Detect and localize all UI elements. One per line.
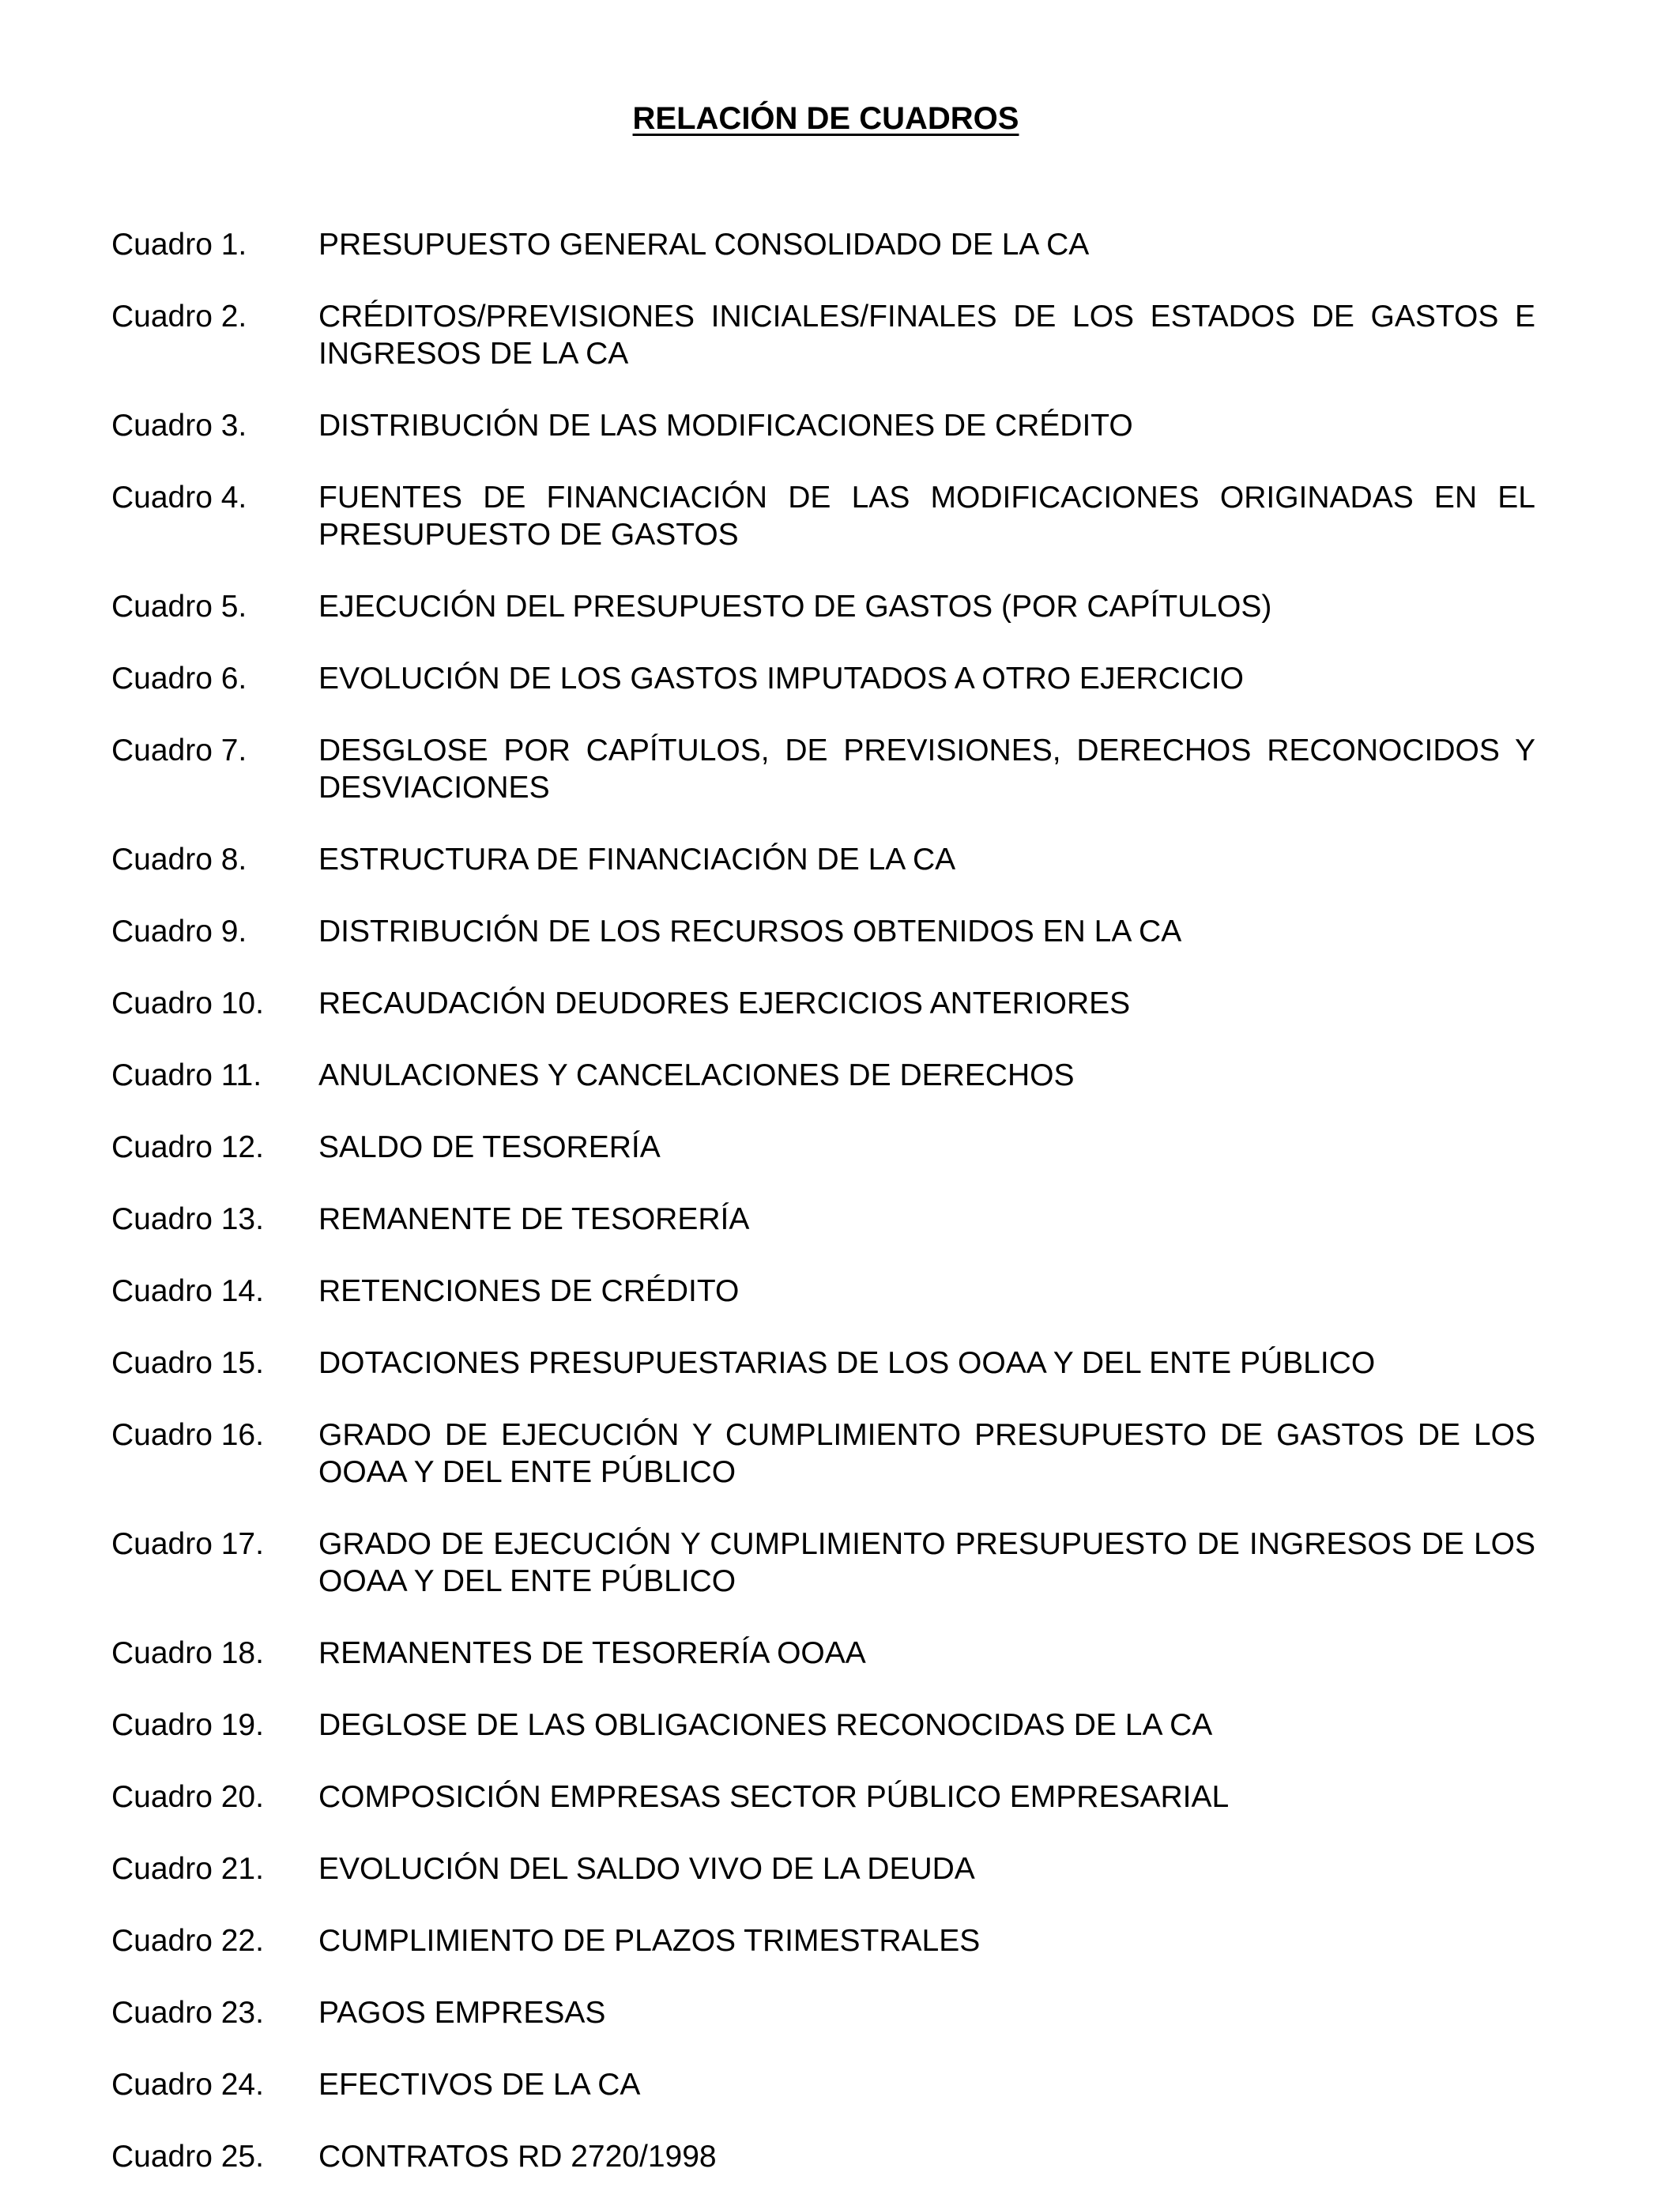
list-item xyxy=(111,407,1535,444)
list-item xyxy=(111,1201,1535,1238)
item-label: Cuadro 8. xyxy=(111,843,247,877)
list-item xyxy=(111,732,1535,806)
item-text: REMANENTES DE TESORERÍA OOAA xyxy=(318,1636,866,1670)
item-text: EVOLUCIÓN DE LOS GASTOS IMPUTADOS A OTRO EJERCICIO xyxy=(318,662,1244,696)
item-label: Cuadro 15. xyxy=(111,1346,264,1380)
list-item xyxy=(111,1778,1535,1816)
item-text: EFECTIVOS DE LA CA xyxy=(318,2068,641,2102)
list-item xyxy=(111,1922,1535,1959)
item-text: RECAUDACIÓN DEUDORES EJERCICIOS ANTERIORES xyxy=(318,986,1131,1020)
item-text: ESTRUCTURA DE FINANCIACIÓN DE LA CA xyxy=(318,843,956,877)
item-text: DISTRIBUCIÓN DE LAS MODIFICACIONES DE CRÉDITO xyxy=(318,409,1133,443)
item-label: Cuadro 5. xyxy=(111,590,247,624)
item-label: Cuadro 22. xyxy=(111,1924,264,1958)
item-text: EJECUCIÓN DEL PRESUPUESTO DE GASTOS (POR CAPÍTULOS) xyxy=(318,590,1272,624)
item-text: PRESUPUESTO GENERAL CONSOLIDADO DE LA CA xyxy=(318,228,1090,262)
item-text: GRADO DE EJECUCIÓN Y CUMPLIMIENTO PRESUPUESTO DE INGRESOS DE LOS OOAA Y DEL ENTE PÚBLICO xyxy=(318,1527,1535,1598)
list-item xyxy=(111,1707,1535,1744)
cuadros-list xyxy=(111,226,1535,2210)
page-title: RELACIÓN DE CUADROS xyxy=(632,101,1019,136)
item-text: EVOLUCIÓN DEL SALDO VIVO DE LA DEUDA xyxy=(318,1852,975,1886)
item-label: Cuadro 3. xyxy=(111,409,247,443)
list-item xyxy=(111,841,1535,878)
item-label: Cuadro 23. xyxy=(111,1996,264,2030)
item-text: COMPOSICIÓN EMPRESAS SECTOR PÚBLICO EMPRESARIAL xyxy=(318,1780,1230,1814)
item-label: Cuadro 10. xyxy=(111,986,264,1020)
item-text: CRÉDITOS/PREVISIONES INICIALES/FINALES DE LOS ESTADOS DE GASTOS E INGRESOS DE LA CA xyxy=(318,300,1535,371)
item-label: Cuadro 24. xyxy=(111,2068,264,2102)
item-label: Cuadro 14. xyxy=(111,1274,264,1308)
list-item xyxy=(111,298,1535,372)
item-text: CONTRATOS RD 2720/1998 xyxy=(318,2140,717,2174)
list-item xyxy=(111,660,1535,697)
item-label: Cuadro 2. xyxy=(111,300,247,334)
list-item xyxy=(111,1344,1535,1382)
item-text: SALDO DE TESORERÍA xyxy=(318,1130,661,1164)
item-label: Cuadro 21. xyxy=(111,1852,264,1886)
item-text: CUMPLIMIENTO DE PLAZOS TRIMESTRALES xyxy=(318,1924,981,1958)
list-item xyxy=(111,1526,1535,1600)
item-text: DEGLOSE DE LAS OBLIGACIONES RECONOCIDAS DE LA CA xyxy=(318,1708,1213,1742)
item-label: Cuadro 13. xyxy=(111,1202,264,1236)
item-label: Cuadro 1. xyxy=(111,228,247,262)
item-text: PAGOS EMPRESAS xyxy=(318,1996,606,2030)
item-label: Cuadro 16. xyxy=(111,1418,264,1452)
list-item xyxy=(111,1057,1535,1094)
item-label: Cuadro 6. xyxy=(111,662,247,696)
list-item xyxy=(111,1416,1535,1491)
item-label: Cuadro 25. xyxy=(111,2140,264,2174)
list-item xyxy=(111,479,1535,553)
item-label: Cuadro 17. xyxy=(111,1527,264,1561)
item-label: Cuadro 18. xyxy=(111,1636,264,1670)
item-label: Cuadro 12. xyxy=(111,1130,264,1164)
item-label: Cuadro 19. xyxy=(111,1708,264,1742)
item-text: DOTACIONES PRESUPUESTARIAS DE LOS OOAA Y DEL ENTE PÚBLICO xyxy=(318,1346,1376,1380)
item-text: FUENTES DE FINANCIACIÓN DE LAS MODIFICACIONES ORIGINADAS EN EL PRESUPUESTO DE GASTOS xyxy=(318,481,1535,552)
item-label: Cuadro 9. xyxy=(111,915,247,948)
list-item xyxy=(111,1635,1535,1672)
item-text: DISTRIBUCIÓN DE LOS RECURSOS OBTENIDOS EN LA CA xyxy=(318,915,1182,948)
item-label: Cuadro 20. xyxy=(111,1780,264,1814)
item-label: Cuadro 11. xyxy=(111,1058,262,1092)
item-text: GRADO DE EJECUCIÓN Y CUMPLIMIENTO PRESUPUESTO DE GASTOS DE LOS OOAA Y DEL ENTE PÚBLICO xyxy=(318,1418,1535,1489)
list-item xyxy=(111,1850,1535,1888)
list-item xyxy=(111,1129,1535,1166)
list-item xyxy=(111,588,1535,625)
item-text: RETENCIONES DE CRÉDITO xyxy=(318,1274,740,1308)
item-label: Cuadro 4. xyxy=(111,481,247,515)
item-text: ANULACIONES Y CANCELACIONES DE DERECHOS xyxy=(318,1058,1075,1092)
list-item xyxy=(111,1994,1535,2031)
item-text: REMANENTE DE TESORERÍA xyxy=(318,1202,750,1236)
list-item xyxy=(111,2066,1535,2103)
item-label: Cuadro 7. xyxy=(111,734,247,767)
list-item xyxy=(111,1273,1535,1310)
list-item xyxy=(111,2138,1535,2175)
list-item xyxy=(111,985,1535,1022)
list-item xyxy=(111,226,1535,263)
list-item xyxy=(111,913,1535,950)
item-text: DESGLOSE POR CAPÍTULOS, DE PREVISIONES, DERECHOS RECONOCIDOS Y DESVIACIONES xyxy=(318,734,1535,805)
